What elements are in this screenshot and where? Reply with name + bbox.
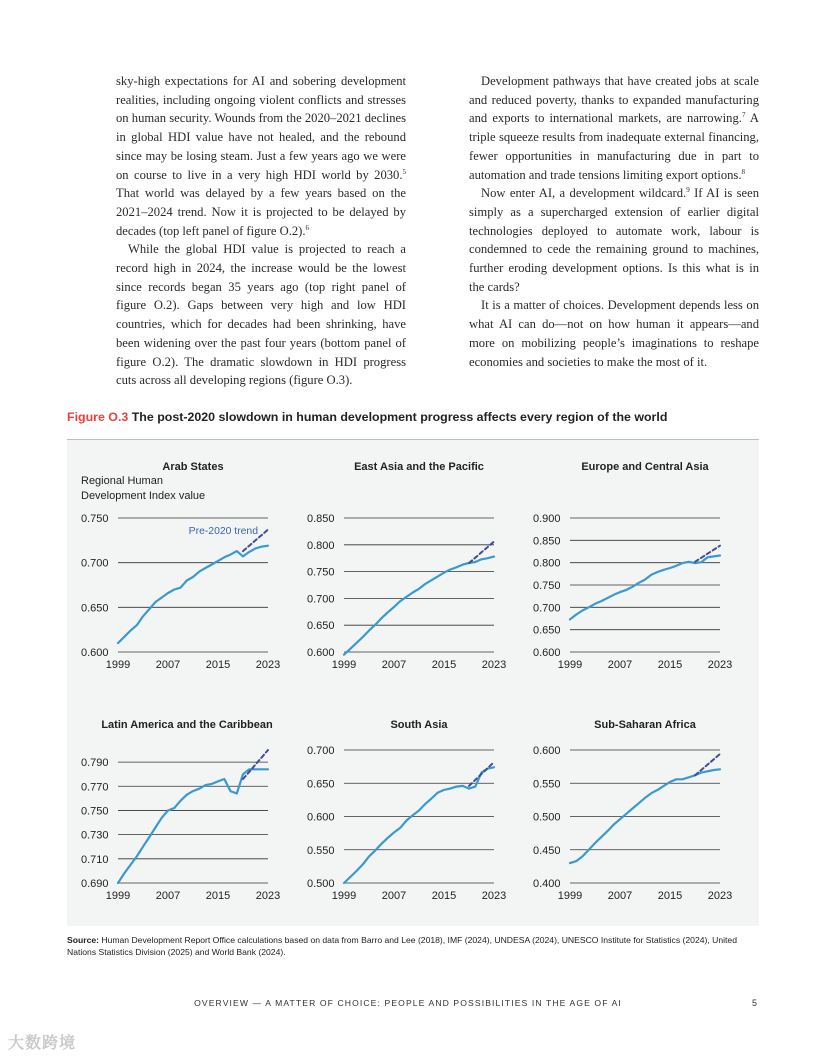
source-text: Human Development Report Office calculations based on data from Barro and Lee (2018), IMF (2024), UNDESA (2024), UNESCO Institute for Statistics (2024), United Nations Statistics Division (2025) and World Bank (2024). bbox=[67, 935, 737, 957]
x-tick-label: 2023 bbox=[255, 659, 281, 671]
y-tick-label: 0.710 bbox=[81, 853, 109, 866]
x-tick-label: 2015 bbox=[205, 659, 231, 671]
trend-line bbox=[469, 762, 494, 786]
y-tick-label: 0.750 bbox=[81, 513, 109, 525]
y-tick-label: 0.600 bbox=[533, 745, 561, 757]
x-tick-label: 2023 bbox=[707, 659, 733, 671]
y-tick-label: 0.750 bbox=[307, 566, 335, 579]
y-tick-label: 0.700 bbox=[533, 602, 561, 615]
y-tick-label: 0.450 bbox=[533, 844, 561, 857]
x-tick-label: 1999 bbox=[557, 890, 583, 902]
y-tick-label: 0.800 bbox=[307, 539, 335, 552]
y-tick-label: 0.900 bbox=[533, 513, 561, 525]
y-tick-label: 0.730 bbox=[81, 829, 109, 842]
chart-title: Sub-Saharan Africa bbox=[594, 719, 696, 731]
paragraph: While the global HDI value is projected to reach a record high in 2024, the increase would be the lowest since records began 35 years ago (top right panel of figure O.2). Gaps between very high and low HDI countries, which for decades had been shrinking, have been widening over the past four years (bottom panel of figure O.2). The dramatic slowdown in HDI progress cuts across all developing regions (figure O.3). bbox=[116, 242, 406, 388]
y-tick-label: 0.790 bbox=[81, 757, 109, 770]
x-tick-label: 2015 bbox=[657, 890, 683, 902]
y-tick-label: 0.550 bbox=[533, 778, 561, 791]
y-tick-label: 0.850 bbox=[533, 535, 561, 548]
x-tick-label: 2015 bbox=[431, 659, 457, 671]
x-tick-label: 2007 bbox=[381, 890, 407, 902]
trend-label: Pre-2020 trend bbox=[188, 526, 258, 537]
chart-east-asia-pacific bbox=[293, 452, 523, 692]
y-tick-label: 0.650 bbox=[307, 778, 335, 791]
y-axis-label: Regional Human bbox=[81, 475, 163, 487]
chart-svg bbox=[293, 712, 523, 922]
x-tick-label: 1999 bbox=[331, 890, 357, 902]
y-tick-label: 0.600 bbox=[81, 647, 109, 659]
x-tick-label: 2023 bbox=[481, 659, 507, 671]
source-label: Source: bbox=[67, 935, 99, 945]
trend-line bbox=[243, 750, 268, 779]
x-tick-label: 1999 bbox=[557, 659, 583, 671]
chart-title: Arab States bbox=[162, 461, 224, 473]
x-tick-label: 2015 bbox=[205, 890, 231, 902]
y-tick-label: 0.700 bbox=[81, 557, 109, 570]
right-column bbox=[469, 72, 759, 371]
y-tick-label: 0.600 bbox=[307, 647, 335, 659]
x-tick-label: 2023 bbox=[481, 890, 507, 902]
y-tick-label: 0.600 bbox=[307, 811, 335, 824]
x-tick-label: 2007 bbox=[607, 890, 633, 902]
x-tick-label: 1999 bbox=[331, 659, 357, 671]
chart-svg bbox=[67, 452, 297, 692]
y-tick-label: 0.500 bbox=[307, 878, 335, 890]
chart-latin-america-caribbean bbox=[67, 712, 297, 952]
x-tick-label: 1999 bbox=[105, 890, 131, 902]
x-tick-label: 2015 bbox=[431, 890, 457, 902]
page-number: 5 bbox=[752, 998, 758, 1008]
chart-title: Latin America and the Caribbean bbox=[101, 719, 273, 731]
chart-sub-saharan-africa bbox=[519, 712, 749, 952]
y-tick-label: 0.600 bbox=[533, 647, 561, 659]
paragraph: sky-high expectations for AI and sobering development realities, including ongoing violent conflicts and stresses on human security. Wounds from the 2020–2021 declines in global HDI value have not healed, and the rebound since may be losing steam. Just a few years ago we were on course to live in a very high HDI world by 2030.$^5$ That world was delayed by a few years based on the 2021–2024 trend. Now it is projected to be delayed by decades (top left panel of figure O.2).$^6$ bbox=[116, 74, 406, 238]
y-tick-label: 0.650 bbox=[307, 620, 335, 633]
y-tick-label: 0.700 bbox=[307, 593, 335, 606]
figure-label: Figure O.3 bbox=[67, 410, 129, 424]
chart-svg bbox=[67, 712, 297, 922]
figure-title bbox=[67, 410, 667, 424]
data-line bbox=[118, 546, 268, 643]
y-tick-label: 0.800 bbox=[533, 557, 561, 570]
chart-svg bbox=[293, 452, 523, 692]
y-tick-label: 0.690 bbox=[81, 878, 109, 890]
y-tick-label: 0.550 bbox=[307, 844, 335, 857]
y-tick-label: 0.850 bbox=[307, 513, 335, 525]
paragraph: Development pathways that have created jobs at scale and reduced poverty, thanks to expanded manufacturing and exports to international markets, are narrowing.$^7$ A triple squeeze results from inadequate external financing, fewer opportunities in manufacturing due in part to automation and trade tensions limiting export options.$^8$ bbox=[469, 74, 759, 182]
x-tick-label: 2015 bbox=[657, 659, 683, 671]
figure-caption: The post-2020 slowdown in human development progress affects every region of the world bbox=[131, 410, 668, 424]
x-tick-label: 2007 bbox=[381, 659, 407, 671]
page-footer: OVERVIEW — A MATTER OF CHOICE: PEOPLE AND POSSIBILITIES IN THE AGE OF AI bbox=[194, 998, 622, 1008]
left-column bbox=[116, 72, 406, 390]
y-tick-label: 0.400 bbox=[533, 878, 561, 890]
y-tick-label: 0.650 bbox=[81, 602, 109, 615]
x-tick-label: 2007 bbox=[607, 659, 633, 671]
chart-arab-states bbox=[67, 452, 297, 692]
x-tick-label: 2023 bbox=[255, 890, 281, 902]
x-tick-label: 2007 bbox=[155, 659, 181, 671]
chart-title: South Asia bbox=[390, 719, 448, 731]
chart-svg bbox=[519, 452, 749, 692]
figure-source bbox=[67, 935, 759, 958]
chart-south-asia bbox=[293, 712, 523, 952]
y-tick-label: 0.750 bbox=[533, 580, 561, 592]
paragraph: It is a matter of choices. Development depends less on what AI can do—not on how human it appears—and more on mobilizing people’s imaginations to reshape economies and societies to make the most of it. bbox=[469, 298, 759, 369]
chart-title: East Asia and the Pacific bbox=[354, 461, 484, 473]
data-line bbox=[570, 556, 720, 620]
paragraph: Now enter AI, a development wildcard.$^9$ If AI is seen simply as a supercharged extension of earlier digital technologies deployed to automate work, labour is condemned to cede the remaining ground to machines, further eroding development options. Is this what is in the cards? bbox=[469, 186, 759, 294]
y-axis-label: Development Index value bbox=[81, 490, 206, 502]
trend-line bbox=[695, 546, 720, 562]
x-tick-label: 1999 bbox=[105, 659, 131, 671]
watermark: 大数跨境 bbox=[8, 1035, 77, 1052]
y-tick-label: 0.650 bbox=[533, 624, 561, 637]
chart-title: Europe and Central Asia bbox=[581, 461, 709, 473]
chart-svg bbox=[519, 712, 749, 922]
x-tick-label: 2023 bbox=[707, 890, 733, 902]
y-tick-label: 0.770 bbox=[81, 781, 109, 794]
x-tick-label: 2007 bbox=[155, 890, 181, 902]
y-tick-label: 0.700 bbox=[307, 745, 335, 757]
y-tick-label: 0.500 bbox=[533, 811, 561, 824]
y-tick-label: 0.750 bbox=[81, 805, 109, 818]
chart-europe-central-asia bbox=[519, 452, 749, 692]
